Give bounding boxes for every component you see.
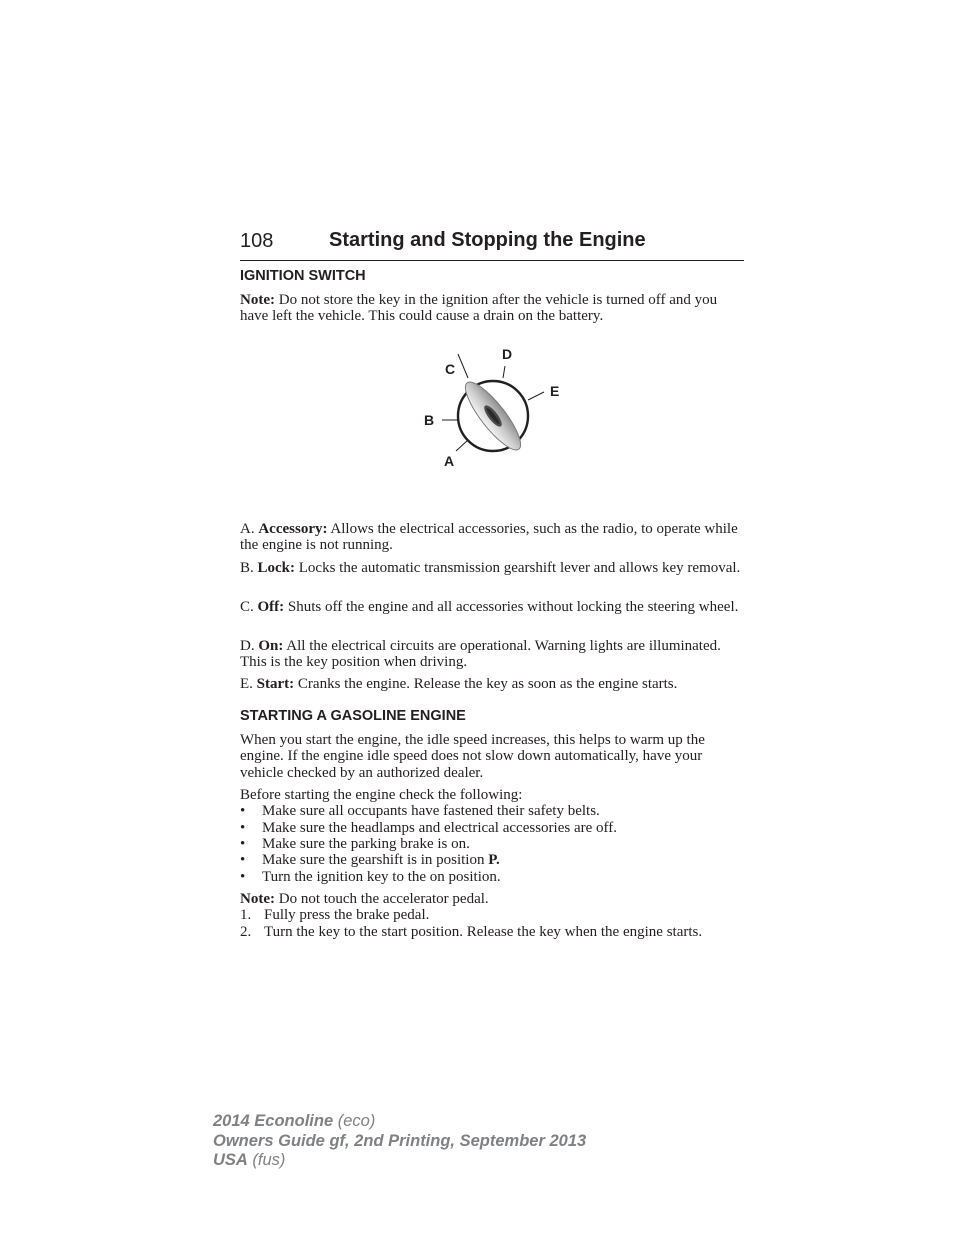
section-heading-ignition-switch: IGNITION SWITCH [240,268,366,284]
chapter-title: Starting and Stopping the Engine [329,229,646,251]
step-text: Turn the key to the start position. Release the key when the engine starts. [264,924,703,940]
step-text: Fully press the brake pedal. [264,907,430,923]
figure-label-a: A [444,453,455,469]
position-desc: Allows the electrical accessories, such as the radio, to operate while the engine is not running. [240,521,738,554]
accelerator-note [240,891,746,907]
gear-position: P. [488,852,500,868]
footer-line-edition: Owners Guide gf, 2nd Printing, September 2013 [213,1131,587,1150]
footer-line-model: 2014 Econoline (eco) [213,1112,376,1130]
leader-line-e [528,392,544,400]
figure-label-b: B [424,412,435,428]
position-desc: Shuts off the engine and all accessories without locking the steering wheel. [284,599,739,615]
position-term: Off: [257,599,285,615]
position-term: On: [258,638,284,654]
position-item-off: C. Off: Shuts off the engine and all accessories without locking the steering wheel. [240,599,739,615]
ignition-switch-diagram [410,340,580,480]
page-footer [213,1112,586,1171]
footer-line-market: USA (fus) [213,1151,286,1169]
position-term: Start: [256,676,295,692]
position-item-lock: B. Lock: Locks the automatic transmission gearshift lever and allows key removal. [240,560,741,576]
leader-line-a [456,440,468,451]
position-term: Accessory: [258,521,328,537]
position-desc: All the electrical circuits are operational. Warning lights are illuminated. This is the key position when driving. [240,638,721,671]
figure-label-d: D [502,346,513,362]
position-term: Lock: [257,560,296,576]
ignition-switch-illustration [410,340,580,480]
position-item-accessory: A. Accessory: Allows the electrical accessories, such as the radio, to operate while the engine is not running. [240,521,738,554]
bullet-symbol: • [240,803,246,819]
idle-speed-paragraph: When you start the engine, the idle speed increases, this helps to warm up the engine. If the engine idle speed does not slow down automatically, have your vehicle checked by an authorized dealer. [240,732,705,781]
bullet-symbol: • [240,852,246,868]
position-desc: Locks the automatic transmission gearshift lever and allows key removal. [295,560,741,576]
note-label: Note: [240,292,275,308]
leader-line-d [503,366,505,378]
section-heading-starting-gasoline-engine: STARTING A GASOLINE ENGINE [240,708,466,724]
page-number: 108 [240,230,274,252]
bullet-symbol: • [240,836,246,852]
figure-label-e: E [550,383,560,399]
step-number: 2. [240,924,252,940]
step-number: 1. [240,907,252,923]
note-text: Do not store the key in the ignition after the vehicle is turned off and you have left the vehicle. This could cause a drain on the battery. [240,292,718,325]
leader-line-c [458,354,468,378]
page-header [240,228,744,261]
position-item-start: E. Start: Cranks the engine. Release the key as soon as the engine starts. [240,676,678,692]
note-text: Do not touch the accelerator pedal. [274,891,489,907]
note-label: Note: [240,891,275,907]
figure-label-c: C [445,361,456,377]
bullet-symbol: • [240,820,246,836]
ignition-note [240,292,746,325]
before-starting-paragraph: Before starting the engine check the following: [240,787,523,803]
bullet-symbol: • [240,869,246,885]
position-item-on: D. On: All the electrical circuits are operational. Warning lights are illuminated. This is the key position when driving. [240,638,721,671]
position-desc: Cranks the engine. Release the key as soon as the engine starts. [294,676,678,692]
manual-page: 108 Starting and Stopping the Engine IGNITION SWITCH Note: Do not store the key in the ignition after the vehicle is turned off and you have left the vehicle. This could cause a drain on the battery. C D E B A A. Accessory: Allows the electrical accessories, such as the radio, to operate while the engine is not running. B. Lock: Locks the automatic transmission gearshift lever and allows key removal. C. Off: Shuts off the engine and all accessories without locking the steering wheel. D. On: All the electrical circuits are operational. Warning lights are illuminated. This is the key position when driving. E. Start: Cranks the engine. Release the key as soon as the engine starts. STARTING A GASOLINE ENGINE When you start the engine, the idle speed increases, this helps to warm up the engine. If the engine idle speed does not slow down automatically, have your vehicle checked by an authorized dealer. Before starting the engine check the following: • Make sure all occupants have fastened their safety belts. • Make sure the headlamps and electrical accessories are off. • Make sure the parking brake is on. • Make sure the gearshift is in position P. • Turn the ignition key to the on position. Note: Do not touch the accelerator pedal. 1. Fully press the brake pedal. 2. Turn the key to the start position. Release the key when the engine starts. 2014 Econoline (eco) Owners Guide gf, 2nd Printing, September 2013 USA (fus) [0,0,954,1235]
